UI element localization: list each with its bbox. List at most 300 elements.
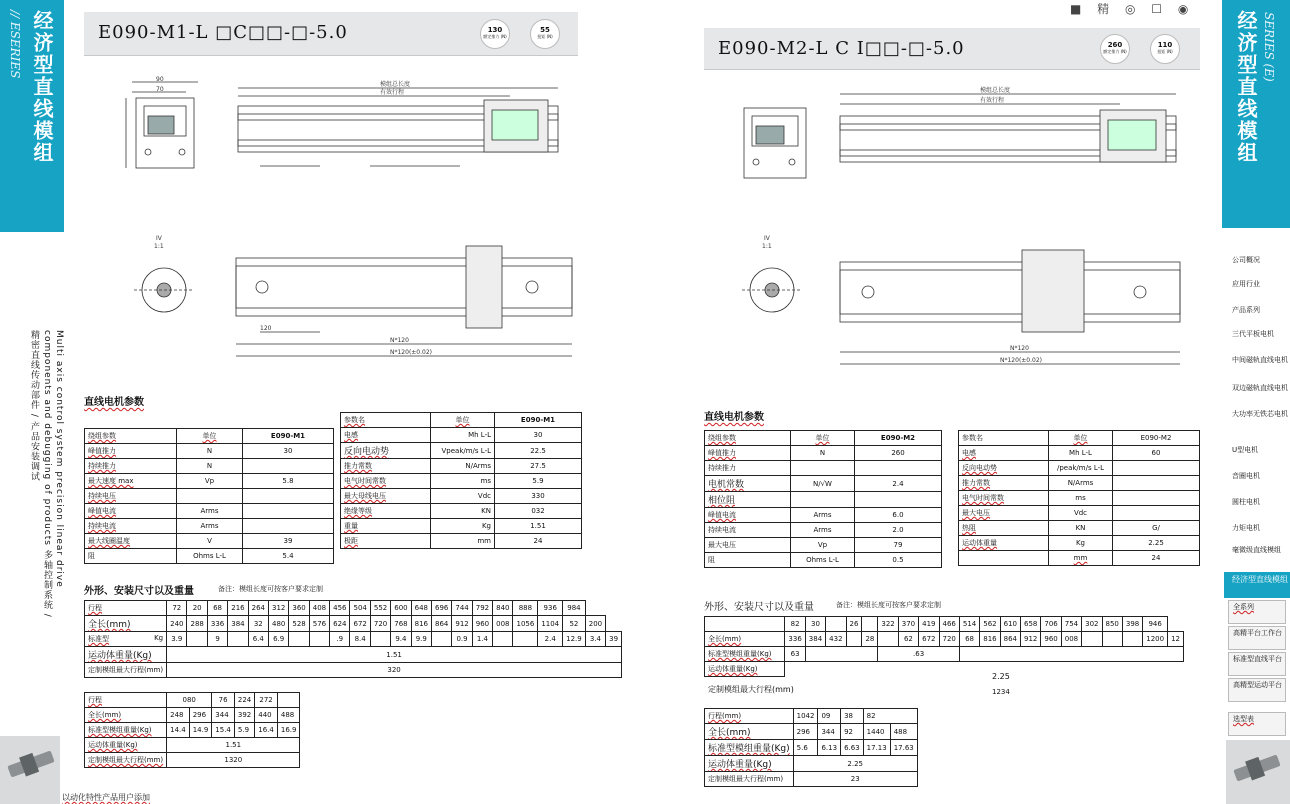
table-cell: 最大线圈温度 [85,534,177,549]
nav-item-u-motor[interactable]: U型电机 [1232,446,1259,454]
table-cell: 312 [268,601,288,616]
table-cell: 008 [1061,632,1081,647]
table-row [959,491,1200,506]
table-cell [289,632,309,647]
table-cell: 864 [1000,632,1020,647]
table-cell: 080 [167,693,212,708]
dim-total-length: 模组总长度 [380,81,411,88]
table-cell [309,632,329,647]
table-cell: V [177,534,243,549]
table-cell: 9.4 [391,632,411,647]
table-cell: 92 [841,724,864,740]
table-row [705,724,918,740]
table-cell [177,489,243,504]
table-cell [85,632,167,647]
left-dims-note: 备注：模组长度可按客户要求定制 [218,585,323,593]
left-motor-table-2 [340,412,582,549]
table-row [341,489,582,504]
left-motor-table-1 [84,428,334,564]
table-cell: 电感 [959,446,1049,461]
table-cell: 528 [289,616,309,632]
table-cell: 6.63 [841,740,864,756]
table-cell: ms [1049,491,1113,506]
table-cell [878,632,898,647]
table-cell: Arms [177,519,243,534]
table-cell: 52 [563,616,586,632]
table-cell: 推力常数 [959,476,1049,491]
table-cell: E090-M1 [243,429,334,444]
table-cell: 504 [350,601,370,616]
table-cell: 峰值电流 [85,504,177,519]
table-row [341,459,582,474]
table-cell: 持续电压 [85,489,177,504]
right-technical-drawing [720,80,1200,380]
table-row [959,506,1200,521]
table-cell: 电机常数 [705,476,791,492]
table-cell: 3.4 [585,632,605,647]
table-row [705,461,942,476]
table-cell: 488 [277,708,300,723]
table-cell: /peak/m/s L-L [1049,461,1113,476]
table-cell [959,551,1049,566]
view-scale: 1:1 [762,243,772,250]
table-cell: 552 [370,601,390,616]
left-technical-drawing [120,70,590,370]
table-cell: 9.9 [411,632,431,647]
table-cell: 单位 [431,413,495,428]
nav-item-products[interactable]: 产品系列 [1232,306,1260,314]
table-row [705,632,1184,647]
table-cell [493,632,513,647]
left-badge-torque: 55 扭矩 (N) [530,19,560,49]
nav-box-precision-table[interactable]: 高精平台工作台 [1228,626,1286,650]
table-row [959,536,1200,551]
table-cell: 重量 [341,519,431,534]
table-cell: 488 [890,724,917,740]
table-cell: 6.13 [818,740,841,756]
left-model-header [84,12,578,56]
table-row [705,756,918,772]
table-row [85,549,334,564]
table-cell: 电气时间常数 [959,491,1049,506]
table-cell [855,492,942,508]
nav-item-voice-coil[interactable]: 音圈电机 [1232,472,1260,480]
table-row [705,476,942,492]
table-cell [228,632,248,647]
table-row [705,772,918,787]
nav-box-selection[interactable]: 选型表 [1228,712,1286,736]
table-cell: 峰值推力 [705,446,791,461]
right-side-band [1222,0,1290,228]
table-cell: 持续推力 [705,461,791,476]
table-cell: 电气时间常数 [341,474,431,489]
dim-n120: N*120 [1010,345,1029,352]
right-motor-table-1 [704,430,942,568]
table-cell [846,632,862,647]
table-cell: 576 [309,616,329,632]
table-row [85,534,334,549]
table-row [341,443,582,459]
table-row [341,413,582,428]
table-row [85,519,334,534]
table-row [85,708,300,723]
table-cell: 2.0 [855,523,942,538]
table-cell: 344 [212,708,235,723]
left-footer: 以动化特性产品用户添加 [62,793,150,802]
table-cell: 248 [167,708,190,723]
table-cell: Kg [431,519,495,534]
table-cell: 672 [350,616,370,632]
table-cell [805,647,878,662]
right-dims-title: 外形、安装尺寸以及重量 [704,602,814,613]
table-cell: 79 [855,538,942,553]
table-cell: 定制模组最大行程(mm) [85,663,167,678]
table-cell: 1.51 [167,738,300,753]
table-cell: 816 [411,616,431,632]
table-cell: 1056 [513,616,538,632]
table-cell [243,519,334,534]
table-cell: KN [1049,521,1113,536]
right-small-table [704,708,918,787]
table-cell: 30 [805,617,825,632]
left-motor-title: 直线电机参数 [84,397,144,408]
table-cell: 行程(mm) [705,709,794,724]
table-cell: 运动体重量(Kg) [85,647,167,663]
table-cell: 0.5 [855,553,942,568]
right-band-title: 经济型直线模组 [1234,10,1258,164]
left-model-title: E090-M1-L □C□□-□-5.0 [98,22,348,43]
table-row [705,523,942,538]
table-cell [1122,632,1142,647]
table-row [85,429,334,444]
table-cell: 38 [841,709,864,724]
left-small-table [84,692,300,768]
table-cell [187,632,207,647]
table-row [959,446,1200,461]
table-cell: 绝缘等级 [341,504,431,519]
table-cell: 28 [862,632,878,647]
table-cell: 440 [255,708,278,723]
table-cell: 8.4 [350,632,370,647]
nav-item-active[interactable]: 经济型直线模组 [1224,572,1290,598]
table-cell: 标准型模组重量(Kg) [705,740,794,756]
table-cell: Arms [791,508,855,523]
table-cell: 754 [1061,617,1081,632]
table-cell: 阻 [85,549,177,564]
table-cell: Ohms L-L [177,549,243,564]
table-cell: 运动体重量(Kg) [705,756,794,772]
table-cell: 200 [585,616,605,632]
table-row [705,662,1184,677]
table-cell: 62 [898,632,918,647]
table-cell: 12 [1168,632,1184,647]
dim-n120: N*120 [390,337,409,344]
table-cell: 648 [411,601,431,616]
table-cell: 456 [330,601,350,616]
table-cell: 1440 [863,724,890,740]
table-cell: 260 [855,446,942,461]
table-cell: 绕组参数 [85,429,177,444]
table-cell: 82 [863,709,917,724]
table-cell [791,461,855,476]
right-custom-label: 定制模组最大行程(mm) [708,685,794,694]
table-cell [431,632,451,647]
table-cell: 15.4 [212,723,235,738]
table-row [341,428,582,443]
table-cell: 全长(mm) [705,724,794,740]
table-cell: E090-M1 [495,413,582,428]
margin-text: Multi axis control system precision linear drive components and debugging of products 多轴控制系统 / 精密直线传动部件 / 产品安装调试 [29,330,64,618]
table-cell: 960 [1041,632,1061,647]
table-cell: 6.4 [248,632,268,647]
table-cell: 阻 [705,553,791,568]
table-cell: 5.9 [234,723,254,738]
table-cell: N/Arms [1049,476,1113,491]
table-cell: 624 [330,616,350,632]
table-cell: 相位阻 [705,492,791,508]
table-cell: KN [431,504,495,519]
table-cell: 72 [167,601,187,616]
table-row [705,617,1184,632]
table-cell: 816 [980,632,1000,647]
table-cell: 0.9 [452,632,472,647]
table-cell [513,632,538,647]
nav-box-motion-platform[interactable]: 高精型运动平台 [1228,678,1286,702]
table-cell: 2.25 [793,756,917,772]
table-cell: 610 [1000,617,1020,632]
table-cell: 322 [878,617,898,632]
nav-item-double-magnet[interactable]: 双边磁轨直线电机 [1232,384,1288,392]
nav-item-middle-magnet[interactable]: 中间磁轨直线电机 [1232,356,1288,364]
table-row [705,431,942,446]
table-cell: 反向电动势 [341,443,431,459]
right-product-thumbnail [1226,740,1290,804]
left-side-band [0,0,64,232]
table-cell: 持续电流 [705,523,791,538]
table-cell [243,504,334,519]
view-label-iv: IV [764,235,770,242]
table-row [959,551,1200,566]
table-cell: 946 [1143,617,1168,632]
table-cell: 最大速度 max [85,474,177,489]
table-row [85,738,300,753]
table-cell: 1200 [1143,632,1168,647]
table-cell: Mh L-L [431,428,495,443]
table-cell: 68 [959,632,979,647]
right-dims-table [704,616,1184,677]
table-cell: 2.4 [855,476,942,492]
table-cell: 912 [452,616,472,632]
table-cell: 持续推力 [85,459,177,474]
table-cell: 60 [1113,446,1200,461]
nav-box-standard-platform[interactable]: 标准型直线平台 [1228,652,1286,676]
table-cell: 32 [248,616,268,632]
table-row [705,446,942,461]
table-cell: 标准型模组重量(Kg) [705,647,785,662]
table-cell: 3.9 [167,632,187,647]
left-dims-table [84,600,622,678]
table-cell [1082,632,1102,647]
table-cell [370,632,390,647]
table-row [705,553,942,568]
table-row [705,709,918,724]
table-cell: 984 [563,601,586,616]
table-cell: 全长(mm) [705,632,785,647]
table-row [85,459,334,474]
table-cell: 标准型模组重量(Kg) [85,723,167,738]
table-cell: Vpeak/m/s L-L [431,443,495,459]
table-cell: 5.9 [495,474,582,489]
table-cell: 参数名 [959,431,1049,446]
table-cell: 运动体重量(Kg) [705,662,785,677]
nav-item-torque[interactable]: 力矩电机 [1232,524,1260,532]
table-row [85,632,622,647]
right-moving-value: 2.25 [992,672,1010,681]
table-cell: 16.4 [255,723,278,738]
table-cell: 1.51 [495,519,582,534]
nav-item-cylinder[interactable]: 圆柱电机 [1232,498,1260,506]
left-product-thumbnail [0,736,60,804]
table-cell: 240 [167,616,187,632]
actuator-image [7,750,54,777]
table-cell: 5.8 [243,474,334,489]
table-cell: 峰值推力 [85,444,177,459]
table-cell: 20 [187,601,207,616]
right-model-title: E090-M2-L C I□□-□-5.0 [718,38,965,59]
table-cell: 63 [785,647,805,662]
table-cell: 22.5 [495,443,582,459]
table-cell: 82 [785,617,805,632]
table-cell [277,693,300,708]
table-cell [855,461,942,476]
table-cell: 6.0 [855,508,942,523]
right-model-header [704,28,1200,70]
table-cell: 14.4 [167,723,190,738]
table-cell: E090-M2 [855,431,942,446]
table-cell: 850 [1102,617,1122,632]
table-cell: 极距 [341,534,431,549]
view-scale: 1:1 [154,243,164,250]
table-cell: mm [431,534,495,549]
table-cell: 600 [391,601,411,616]
nav-item-ironless[interactable]: 大功率无铁芯电机 [1232,410,1288,418]
nav-item-micro-module[interactable]: 毫微级直线模组 [1232,546,1281,554]
table-cell: 296 [189,708,212,723]
nav-box-all-series[interactable]: 全系列 [1228,600,1286,624]
table-cell: 264 [248,601,268,616]
nav-item-flat-motor[interactable]: 三代平板电机 [1232,330,1274,338]
table-cell: 行程 [85,693,167,708]
table-cell: 全长(mm) [85,616,167,632]
table-cell: 302 [1082,617,1102,632]
table-cell: 最大电压 [959,506,1049,521]
table-cell: 17.13 [863,740,890,756]
table-cell: mm [1049,551,1113,566]
table-cell: 696 [431,601,451,616]
table-cell: 绕组参数 [705,431,791,446]
table-cell: 008 [493,616,513,632]
table-cell: .63 [878,647,960,662]
left-band-title: 经济型直线模组 [30,10,54,164]
left-band-series: // ESERIES [8,10,22,79]
table-cell: 296 [793,724,818,740]
table-cell: 单位 [1049,431,1113,446]
dim-70: 70 [156,86,164,93]
table-cell: 最大电压 [705,538,791,553]
right-dims-note: 备注：模组长度可按客户要求定制 [836,601,941,609]
table-row [341,519,582,534]
table-cell: 344 [818,724,841,740]
table-cell: 419 [919,617,939,632]
table-cell: 432 [826,632,846,647]
table-cell: N/√W [791,476,855,492]
dim-n120-tol: N*120(±0.02) [390,349,433,356]
table-cell: 466 [939,617,959,632]
table-cell: 720 [939,632,959,647]
table-cell: 持续电流 [85,519,177,534]
table-cell: 热阻 [959,521,1049,536]
weight-unit: Kg [154,634,164,642]
table-cell: N [177,459,243,474]
table-cell: 1104 [538,616,563,632]
table-row [959,461,1200,476]
table-row [705,647,1184,662]
table-cell: 14.9 [189,723,212,738]
right-motor-title: 直线电机参数 [704,412,764,423]
nav-item-company[interactable]: 公司概况 [1232,256,1260,264]
table-cell: .9 [330,632,350,647]
table-cell: 912 [1021,632,1041,647]
table-cell: 6.9 [268,632,288,647]
table-cell: 运动体重量 [959,536,1049,551]
table-cell: G/ [1113,521,1200,536]
table-cell: 27.5 [495,459,582,474]
table-cell: 384 [228,616,248,632]
nav-item-industry[interactable]: 应用行业 [1232,280,1260,288]
table-cell: 30 [243,444,334,459]
table-cell: 320 [167,663,622,678]
table-cell: 2.4 [538,632,563,647]
table-cell: 336 [207,616,227,632]
table-cell: 定制模组最大行程(mm) [705,772,794,787]
right-badge-force: 260 额定推力 (N) [1100,34,1130,64]
table-cell: 408 [309,601,329,616]
table-cell: 562 [980,617,1000,632]
table-cell: 672 [919,632,939,647]
table-cell [862,617,878,632]
table-cell: 288 [187,616,207,632]
table-cell: Vp [791,538,855,553]
right-badge-torque: 110 扭矩 (N) [1150,34,1180,64]
table-cell: 936 [538,601,563,616]
table-cell: 888 [513,601,538,616]
right-custom-value: 1234 [992,688,1010,696]
dim-stroke: 有效行程 [980,97,1005,104]
table-cell: N/Arms [431,459,495,474]
table-row [705,740,918,756]
table-cell [243,459,334,474]
table-cell [705,617,785,632]
table-cell: 1320 [167,753,300,768]
table-cell: 744 [452,601,472,616]
table-cell: 12.9 [563,632,586,647]
table-cell: 792 [472,601,492,616]
table-row [85,474,334,489]
table-cell: Mh L-L [1049,446,1113,461]
table-cell: 5.6 [793,740,818,756]
table-cell: 5.4 [243,549,334,564]
table-cell: 24 [495,534,582,549]
